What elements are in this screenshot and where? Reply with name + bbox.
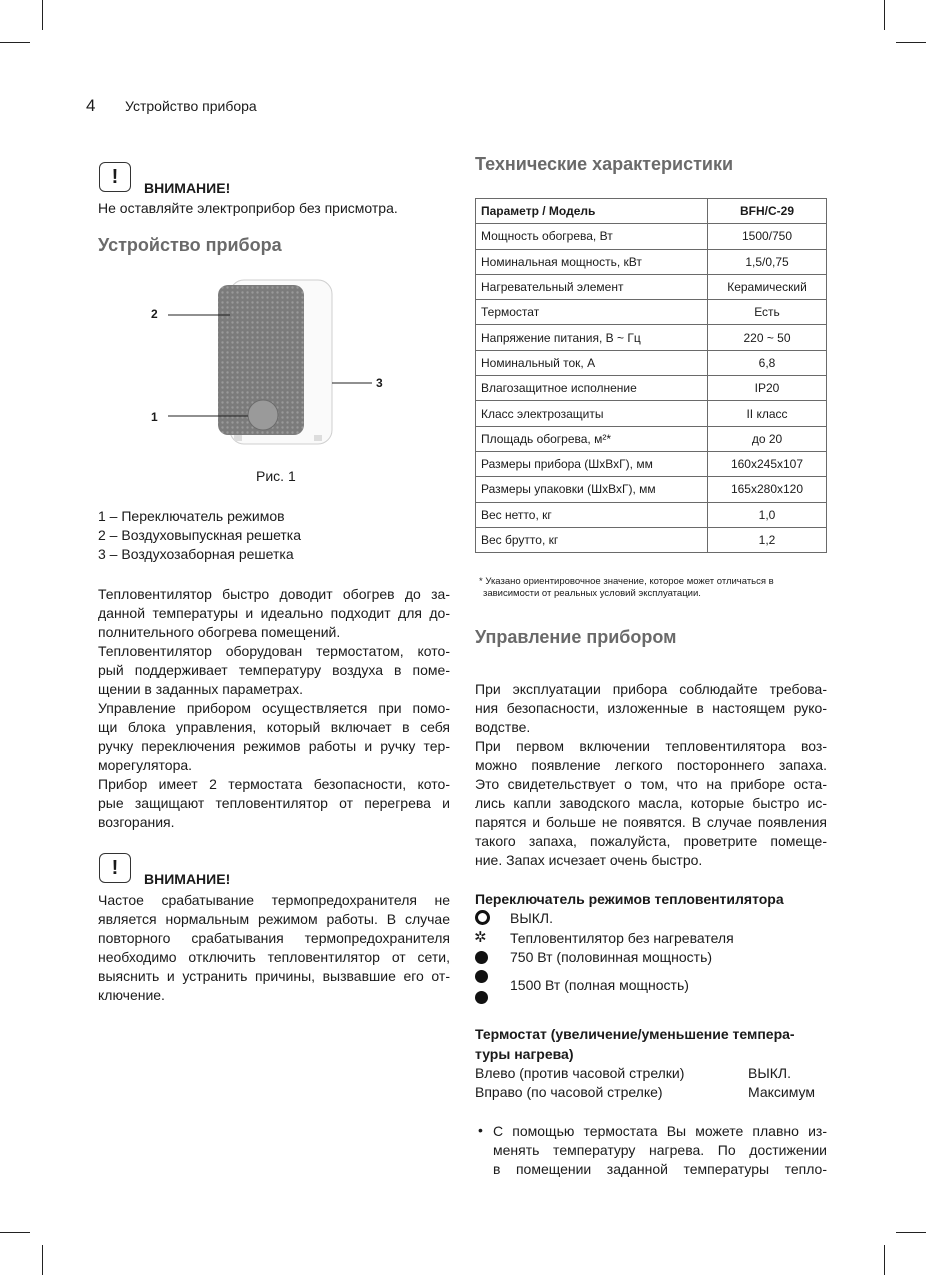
value-cell: 220 ~ 50	[708, 325, 827, 350]
page-number: 4	[86, 96, 96, 115]
thermostat-result: Максимум	[748, 1084, 815, 1100]
table-footnote: зависимости от реальных условий эксплуатации.	[483, 588, 701, 599]
value-cell: 6,8	[708, 350, 827, 375]
text-line: Термостат (увеличение/уменьшение темпера-	[475, 1026, 795, 1042]
table-row	[476, 477, 827, 502]
device-figure	[140, 275, 400, 465]
text-line: ния безопасности, изложенные в настоящем руко-	[475, 700, 827, 716]
value-cell: IP20	[708, 376, 827, 401]
text-line: в помещении заданной температуры тепло-	[493, 1161, 827, 1177]
legend-item: 2 – Воздуховыпускная решетка	[98, 527, 302, 543]
value-cell: II класс	[708, 401, 827, 426]
specs-table	[475, 198, 827, 553]
table-row	[476, 325, 827, 350]
text-line: повторного срабатывания термопредохранителя	[98, 930, 450, 946]
full-power-dots-icon	[475, 970, 488, 1009]
warning-icon: !	[99, 853, 131, 883]
warning-text: Не оставляйте электроприбор без присмотра.	[98, 200, 398, 216]
control-paragraph	[475, 680, 827, 870]
param-cell: Термостат	[476, 300, 708, 325]
table-footnote: * Указано ориентировочное значение, которое может отличаться в	[479, 576, 774, 587]
value-cell: 160x245x107	[708, 451, 827, 476]
modes-title: Переключатель режимов тепловентилятора	[475, 891, 784, 907]
value-cell: до 20	[708, 426, 827, 451]
param-cell: Класс электрозащиты	[476, 401, 708, 426]
param-cell: Номинальный ток, А	[476, 350, 708, 375]
table-row	[476, 451, 827, 476]
value-cell: 1,5/0,75	[708, 249, 827, 274]
table-row	[476, 224, 827, 249]
text-line: туры нагрева)	[475, 1046, 574, 1062]
text-line: При эксплуатации прибора соблюдайте требова-	[475, 681, 827, 697]
thermostat-direction: Влево (против часовой стрелки)	[475, 1065, 685, 1081]
text-line: ручку переключения режимов работы и ручку тер-	[98, 738, 450, 754]
value-cell: 1,0	[708, 502, 827, 527]
figure-callout: 1	[151, 410, 158, 424]
text-line: Частое срабатывание термопредохранителя не	[98, 892, 450, 908]
text-line: парятся и больше не появятся. В случае появления	[475, 814, 827, 830]
table-row	[476, 274, 827, 299]
legend-item: 3 – Воздухозаборная решетка	[98, 546, 294, 562]
param-cell: Вес брутто, кг	[476, 527, 708, 552]
param-cell: Размеры прибора (ШхВхГ), мм	[476, 451, 708, 476]
text-line: полнительного обогрева помещений.	[98, 624, 341, 640]
value-cell: Керамический	[708, 274, 827, 299]
crop-mark	[884, 1245, 885, 1275]
param-cell: Вес нетто, кг	[476, 502, 708, 527]
param-cell: Влагозащитное исполнение	[476, 376, 708, 401]
text-line: Это свидетельствует о том, что на приборе оста-	[475, 776, 827, 792]
text-line: возгорания.	[98, 814, 175, 830]
text-line: такого запаха, пожалуйста, проветрите помеще-	[475, 833, 827, 849]
text-line: данной температуры и идеально подходит для до-	[98, 605, 450, 621]
text-line: водстве.	[475, 719, 531, 735]
section-title-device: Устройство прибора	[98, 235, 282, 255]
thermostat-direction: Вправо (по часовой стрелке)	[475, 1084, 663, 1100]
param-cell: Напряжение питания, В ~ Гц	[476, 325, 708, 350]
section-title-specs: Технические характеристики	[475, 154, 734, 174]
mode-label: ВЫКЛ.	[510, 910, 553, 926]
warning-icon: !	[99, 162, 131, 192]
crop-mark	[0, 42, 30, 43]
text-line: Прибор имеет 2 термостата безопасности, кото-	[98, 776, 450, 792]
thermostat-result: ВЫКЛ.	[748, 1065, 791, 1081]
figure-caption: Рис. 1	[256, 468, 296, 484]
description-paragraph	[98, 585, 450, 832]
crop-mark	[42, 1245, 43, 1275]
text-line: Тепловентилятор оборудован термостатом, кото-	[98, 643, 450, 659]
crop-mark	[884, 0, 885, 30]
text-line: щи блока управления, который включает в себя	[98, 719, 450, 735]
text-line: рый поддерживает температуру воздуха в поме-	[98, 662, 450, 678]
running-header: Устройство прибора	[125, 98, 257, 114]
mode-knob	[248, 400, 278, 430]
text-line: морегулятора.	[98, 757, 193, 773]
text-line: щении в заданных параметрах.	[98, 681, 304, 697]
param-cell: Размеры упаковки (ШхВхГ), мм	[476, 477, 708, 502]
thermostat-title	[475, 1024, 795, 1064]
mode-label: 750 Вт (половинная мощность)	[510, 949, 713, 965]
bullet-paragraph	[493, 1122, 827, 1179]
mode-label: Тепловентилятор без нагревателя	[510, 930, 734, 946]
text-line: выяснить и устранить причины, вызвавшие его от-	[98, 968, 450, 984]
off-ring-icon	[475, 910, 490, 930]
crop-mark	[0, 1232, 30, 1233]
legend-item: 1 – Переключатель режимов	[98, 508, 285, 524]
table-row	[476, 401, 827, 426]
value-cell: 1500/750	[708, 224, 827, 249]
text-line: необходимо отключить тепловентилятор от сети,	[98, 949, 450, 965]
half-power-dot-icon	[475, 951, 488, 969]
bullet-icon: •	[478, 1122, 483, 1138]
text-line: ключение.	[98, 987, 165, 1003]
warning-label: ВНИМАНИЕ!	[144, 180, 231, 196]
figure-callout: 2	[151, 307, 158, 321]
mode-label: 1500 Вт (полная мощность)	[510, 977, 689, 993]
crop-mark	[896, 42, 926, 43]
table-row	[476, 527, 827, 552]
fan-icon: ✲	[474, 929, 487, 946]
table-header-row	[476, 199, 827, 224]
warning-paragraph	[98, 891, 450, 1005]
table-row	[476, 350, 827, 375]
table-row	[476, 300, 827, 325]
warning-label: ВНИМАНИЕ!	[144, 871, 231, 887]
table-row	[476, 502, 827, 527]
text-line: Управление прибором осуществляется при помо-	[98, 700, 450, 716]
heater-foot	[314, 435, 322, 441]
value-cell: 1,2	[708, 527, 827, 552]
text-line: Тепловентилятор быстро доводит обогрев до за-	[98, 586, 450, 602]
text-line: При первом включении тепловентилятора воз-	[475, 738, 827, 754]
table-header-cell: Параметр / Модель	[476, 199, 708, 224]
section-title-control: Управление прибором	[475, 627, 677, 647]
text-line: ние. Запах исчезает очень быстро.	[475, 852, 703, 868]
text-line: является нормальным режимом работы. В случае	[98, 911, 450, 927]
table-row	[476, 426, 827, 451]
param-cell: Нагревательный элемент	[476, 274, 708, 299]
crop-mark	[896, 1232, 926, 1233]
text-line: рые защищают тепловентилятор от перегрева и	[98, 795, 450, 811]
value-cell: 165x280x120	[708, 477, 827, 502]
value-cell: Есть	[708, 300, 827, 325]
figure-callout: 3	[376, 376, 383, 390]
param-cell: Мощность обогрева, Вт	[476, 224, 708, 249]
param-cell: Площадь обогрева, м²*	[476, 426, 708, 451]
table-row	[476, 376, 827, 401]
table-header-cell: BFH/C-29	[708, 199, 827, 224]
crop-mark	[42, 0, 43, 30]
heater-foot	[234, 435, 242, 441]
table-row	[476, 249, 827, 274]
text-line: можно появление легкого постороннего запаха.	[475, 757, 827, 773]
text-line: лись капли заводского масла, которые быстро ис-	[475, 795, 827, 811]
text-line: менять температуру нагрева. По достижении	[493, 1142, 827, 1158]
text-line: С помощью термостата Вы можете плавно из-	[493, 1123, 827, 1139]
param-cell: Номинальная мощность, кВт	[476, 249, 708, 274]
